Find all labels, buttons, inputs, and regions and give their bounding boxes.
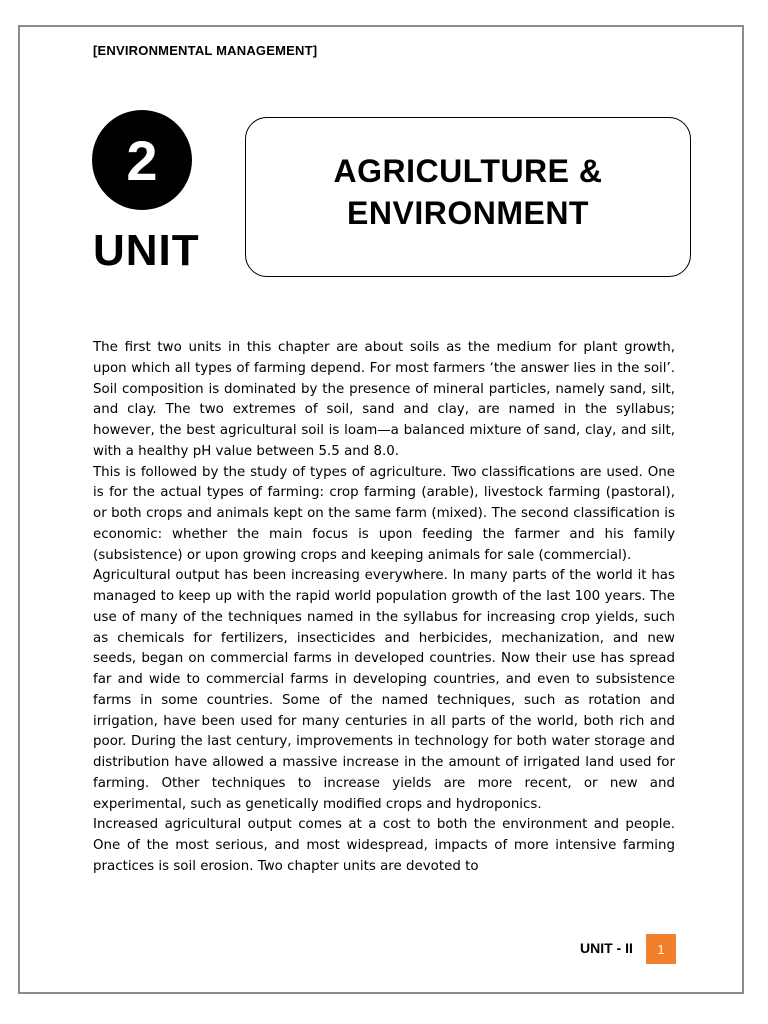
- chapter-title: [334, 150, 603, 234]
- paragraph-4: Increased agricultural output comes at a cost to both the environment and people. One of the most serious, and most widespread, impacts of more intensive farming practices is soil erosion. Two chapter units are devoted to: [93, 817, 675, 874]
- paragraph-2: This is followed by the study of types of agriculture. Two classifications are used. One is for the actual types of farming: crop farming (arable), livestock farming (pastoral), or both crops and animals kept on the same farm (mixed). The second classification is economic: whether the main focus is upon feeding the farmer and his family (subsistence) or upon growing crops and keeping animals for sale (commercial).: [93, 464, 675, 563]
- page-number-badge: [646, 934, 676, 964]
- paragraph-3: Agricultural output has been increasing everywhere. In many parts of the world it has managed to keep up with the rapid world population growth of the last 100 years. The use of many of the techniques named in the syllabus for increasing crop yields, such as chemicals for fertilizers, insecticides and herbicides, mechanization, and new seeds, began on commercial farms in developed countries. Now their use has spread far and wide to commercial farms in developing countries, and even to subsistence farms in some countries. Some of the named techniques, such as rotation and irrigation, have been used for many centuries in all parts of the world, both rich and poor. During the last century, improvements in technology for both water storage and distribution have allowed a massive increase in the amount of irrigated land used for farming. Other techniques to increase yields are more recent, or new and experimental, such as genetically modified crops and hydroponics.: [93, 568, 675, 812]
- footer-unit-label: UNIT - II: [580, 940, 633, 956]
- body-text: [93, 338, 675, 878]
- unit-number-badge: [92, 110, 192, 210]
- chapter-title-line-2: ENVIRONMENT: [347, 195, 589, 231]
- unit-label: UNIT: [93, 226, 200, 275]
- chapter-title-line-1: AGRICULTURE &: [333, 153, 603, 189]
- paragraph-1: The first two units in this chapter are about soils as the medium for plant growth, upon which all types of farming depend. For most farmers ‘the answer lies in the soil’. Soil composition is dominated by the presence of mineral particles, namely sand, silt, and clay. The two extremes of soil, sand and clay, are named in the syllabus; however, the best agricultural soil is loam—a balanced mixture of sand, clay, and silt, with a healthy pH value between 5.5 and 8.0.: [93, 340, 675, 459]
- running-header: [ENVIRONMENTAL MANAGEMENT]: [93, 43, 318, 58]
- chapter-title-box: [245, 117, 691, 277]
- page-number: 1: [657, 941, 665, 957]
- unit-number: 2: [126, 128, 158, 192]
